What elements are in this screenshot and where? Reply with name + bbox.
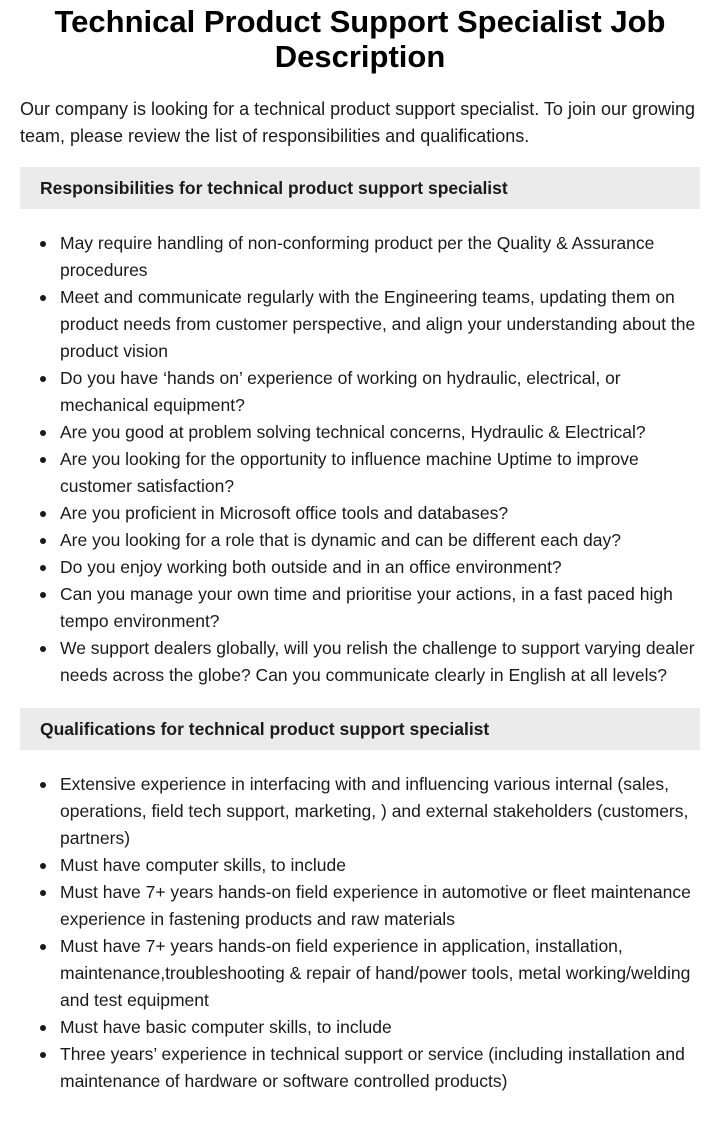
bullet-icon (40, 863, 46, 869)
list-item (60, 1014, 700, 1041)
qualifications-heading: Qualifications for technical product support specialist (20, 708, 700, 750)
list-item-text: Can you manage your own time and prioritise your actions, in a fast paced high tempo environment? (60, 584, 673, 631)
bullet-icon (40, 538, 46, 544)
bullet-icon (40, 1025, 46, 1031)
bullet-icon (40, 944, 46, 950)
list-item-text: Are you looking for a role that is dynamic and can be different each day? (60, 530, 621, 550)
responsibilities-list (20, 230, 700, 689)
bullet-icon (40, 592, 46, 598)
bullet-icon (40, 782, 46, 788)
list-item-text: Meet and communicate regularly with the Engineering teams, updating them on product needs from customer perspective, and align your understanding about the product vision (60, 287, 696, 361)
intro-paragraph: Our company is looking for a technical product support specialist. To join our growing team, please review the list of responsibilities and qualifications. (20, 99, 696, 146)
list-item-text: Extensive experience in interfacing with and influencing various internal (sales, operations, field tech support, marketing, ) and external stakeholders (customers, partners) (60, 774, 689, 848)
bullet-icon (40, 241, 46, 247)
list-item-text: We support dealers globally, will you relish the challenge to support varying dealer needs across the globe? Can you communicate clearly in English at all levels? (60, 638, 695, 685)
list-item-text: Three years’ experience in technical support or service (including installation and maintenance of hardware or software controlled products) (60, 1044, 685, 1091)
list-item (60, 554, 700, 581)
list-item-text: Are you good at problem solving technical concerns, Hydraulic & Electrical? (60, 422, 646, 442)
bullet-icon (40, 1052, 46, 1058)
list-item-text: Must have 7+ years hands-on field experience in automotive or fleet maintenance experience in fastening products and raw materials (60, 882, 691, 929)
list-item-text: May require handling of non-conforming product per the Quality & Assurance procedures (60, 233, 655, 280)
list-item (60, 419, 700, 446)
list-item (60, 879, 700, 933)
bullet-icon (40, 430, 46, 436)
bullet-icon (40, 646, 46, 652)
list-item (60, 365, 700, 419)
page-title: Technical Product Support Specialist Job Description (54, 4, 666, 74)
bullet-icon (40, 376, 46, 382)
list-item (60, 635, 700, 689)
bullet-icon (40, 511, 46, 517)
list-item (60, 230, 700, 284)
list-item (60, 500, 700, 527)
bullet-icon (40, 890, 46, 896)
list-item-text: Are you proficient in Microsoft office tools and databases? (60, 503, 509, 523)
list-item-text: Must have basic computer skills, to include (60, 1017, 392, 1037)
bullet-icon (40, 295, 46, 301)
list-item (60, 771, 700, 852)
list-item-text: Do you enjoy working both outside and in an office environment? (60, 557, 562, 577)
responsibilities-heading: Responsibilities for technical product support specialist (20, 167, 700, 209)
qualifications-list (20, 771, 700, 1095)
bullet-icon (40, 565, 46, 571)
list-item (60, 852, 700, 879)
bullet-icon (40, 457, 46, 463)
list-item (60, 933, 700, 1014)
list-item (60, 446, 700, 500)
list-item (60, 284, 700, 365)
list-item-text: Are you looking for the opportunity to influence machine Uptime to improve customer satisfaction? (60, 449, 639, 496)
list-item (60, 581, 700, 635)
list-item-text: Must have 7+ years hands-on field experience in application, installation, maintenance,troubleshooting & repair of hand/power tools, metal working/welding and test equipment (60, 936, 691, 1010)
list-item (60, 1041, 700, 1095)
list-item-text: Do you have ‘hands on’ experience of working on hydraulic, electrical, or mechanical equipment? (60, 368, 621, 415)
list-item (60, 527, 700, 554)
list-item-text: Must have computer skills, to include (60, 855, 346, 875)
